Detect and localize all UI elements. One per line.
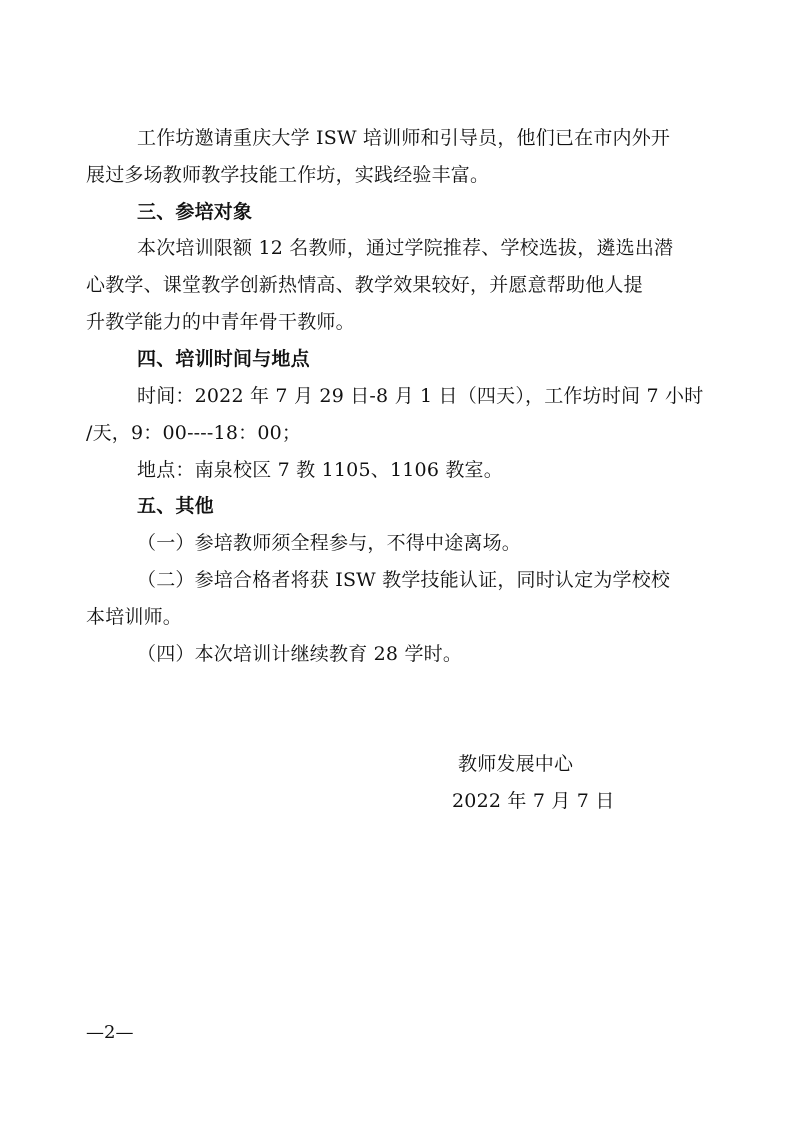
section-5-item-2-line-2: 本培训师。 (86, 606, 183, 628)
section-5-heading: 五、其他 (137, 495, 214, 517)
section-5-item-1: （一）参培教师须全程参与，不得中途离场。 (137, 532, 522, 554)
section-4-time-line-2: /天，9：00----18：00； (86, 422, 302, 444)
section-4-place: 地点：南泉校区 7 教 1105、1106 教室。 (137, 459, 503, 481)
section-3-line-2: 心教学、课堂教学创新热情高、教学效果较好，并愿意帮助他人提 (86, 274, 643, 296)
signature-date: 2022 年 7 月 7 日 (452, 790, 615, 812)
section-3-heading: 三、参培对象 (137, 201, 253, 223)
section-5-item-2-line-1: （二）参培合格者将获 ISW 教学技能认证，同时认定为学校校 (137, 569, 671, 591)
signature-organization: 教师发展中心 (458, 753, 574, 775)
section-5-item-4: （四）本次培训计继续教育 28 学时。 (137, 643, 463, 665)
paragraph-1-line-2: 展过多场教师教学技能工作坊，实践经验丰富。 (86, 164, 490, 186)
page-number: —2— (86, 1022, 134, 1043)
section-4-time-line-1: 时间：2022 年 7 月 29 日-8 月 1 日（四天），工作坊时间 7 小时 (137, 385, 704, 407)
section-4-heading: 四、培训时间与地点 (137, 348, 310, 370)
section-3-line-1: 本次培训限额 12 名教师，通过学院推荐、学校选拔，遴选出潜 (137, 237, 674, 259)
paragraph-1-line-1: 工作坊邀请重庆大学 ISW 培训师和引导员，他们已在市内外开 (137, 127, 671, 149)
section-3-line-3: 升教学能力的中青年骨干教师。 (86, 311, 355, 333)
